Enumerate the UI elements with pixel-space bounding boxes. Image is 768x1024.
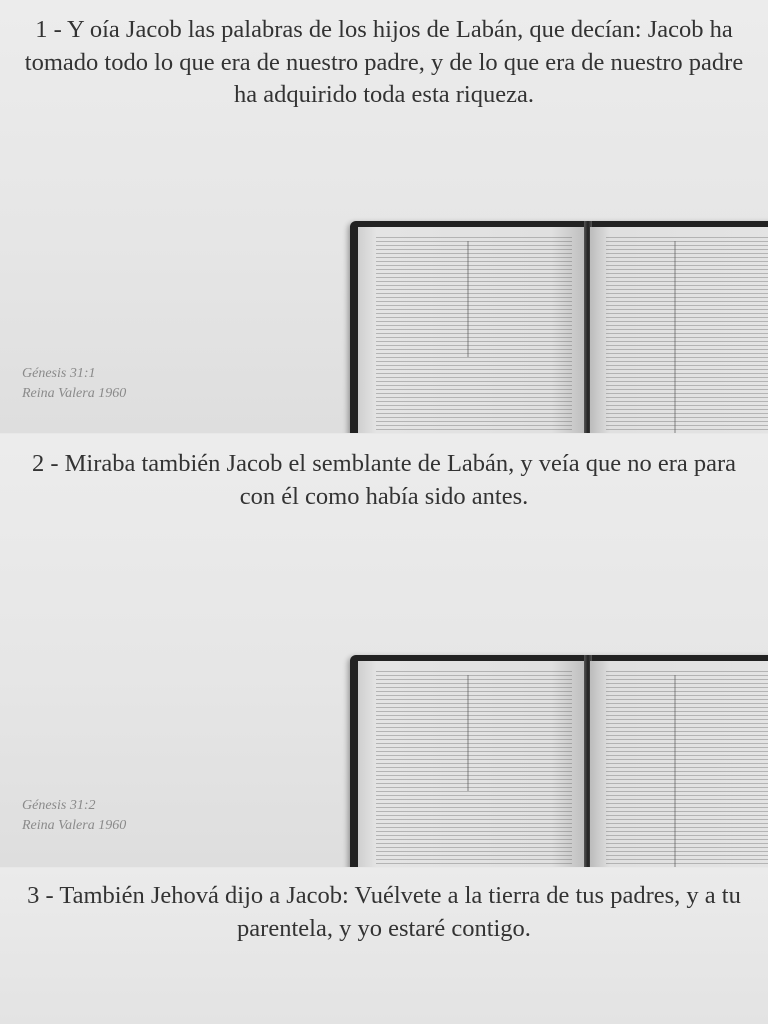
verse-reference [22, 796, 126, 837]
open-bible-image [350, 221, 768, 433]
open-bible-image [350, 655, 768, 867]
bible-left-page [358, 661, 586, 867]
bible-right-page [590, 661, 768, 867]
bible-right-page [590, 227, 768, 433]
version-label: Reina Valera 1960 [22, 386, 127, 402]
verse-reference [22, 364, 126, 405]
reference-label: Génesis 31:2 [22, 798, 96, 813]
verse-card-3 [0, 868, 768, 1024]
version-label: Reina Valera 1960 [22, 818, 127, 834]
verse-card-2 [0, 434, 768, 867]
verse-text: 3 - También Jehová dijo a Jacob: Vuélvete a la tierra de tus padres, y a tu parentela, y yo estaré contigo. [27, 882, 741, 942]
verse-text: 1 - Y oía Jacob las palabras de los hijos de Labán, que decían: Jacob ha tomado todo lo que era de nuestro padre, y de lo que era de nuestro padre ha adquirido toda esta riqueza. [24, 16, 744, 109]
bible-left-page [358, 227, 586, 433]
verse-card-1 [0, 0, 768, 433]
verse-text: 2 - Miraba también Jacob el semblante de Labán, y veía que no era para con él como había sido antes. [31, 450, 737, 510]
reference-label: Génesis 31:1 [22, 366, 96, 381]
